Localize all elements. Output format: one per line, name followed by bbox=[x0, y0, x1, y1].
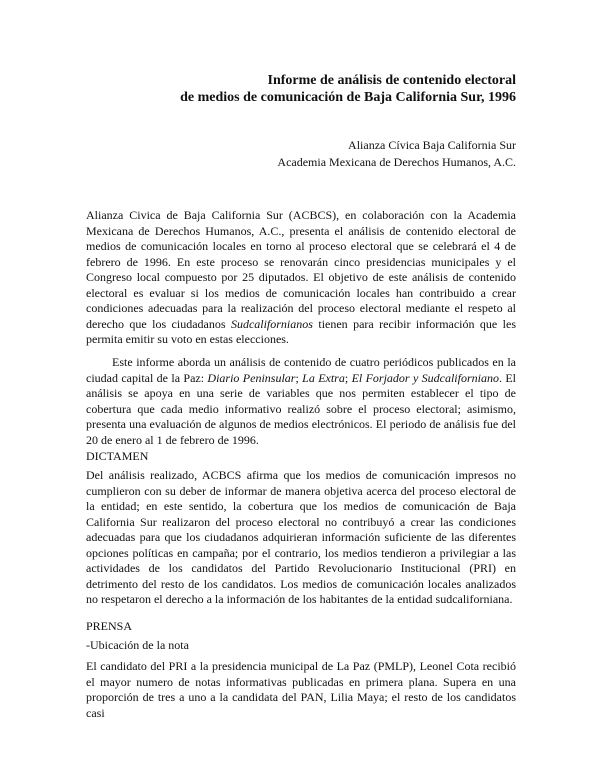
intro-p2-text-b: . El análisis se apoya en una serie de variables que nos permiten establecer el tipo de cobertura que cada medio informativo realizó sobre el proceso electoral; asimismo, presenta una evaluación de algunos de medios electrónicos. El periodo de análisis fue del 20 de enero al 1 de febrero de 1996. bbox=[86, 370, 516, 447]
intro-p1-emphasis: Sudcalifornianos bbox=[230, 316, 313, 331]
newspaper-name-2: La Extra bbox=[302, 370, 345, 385]
intro-p2-sep-1: ; bbox=[295, 370, 303, 385]
intro-p2-sep-2: ; bbox=[344, 370, 352, 385]
intro-p2-text-a: Este informe aborda un análisis de contenido de cuatro periódicos publicados en la ciudad capital de la Paz: bbox=[86, 355, 516, 385]
author-org-1: Alianza Cívica Baja California Sur bbox=[348, 138, 516, 152]
newspaper-name-3: El Forjador y Sudcaliforniano bbox=[351, 370, 499, 385]
intro-paragraph-1 bbox=[86, 208, 516, 348]
dictamen-paragraph: Del análisis realizado, ACBCS afirma que los medios de comunicación impresos no cumplieron con su deber de informar de manera objetiva acerca del proceso electoral de la entidad; en este sentido, la cobertura que los medios de comunicación de Baja California Sur realizaron del proceso electoral no contribuyó a crear las condiciones adecuadas para que los ciudadanos adquirieran información suficiente de las diferentes opciones políticas en campaña; por el contrario, los medios tendieron a privilegiar a las actividades de los candidatos del Partido Revolucionario Institucional (PRI) en detrimento del resto de los candidatos. Los medios de comunicación locales analizados no respetaron el derecho a la información de los habitantes de la entidad sudcaliforniana. bbox=[86, 468, 516, 606]
intro-paragraph-2 bbox=[86, 355, 516, 448]
intro-p1-text-b: tienen para recibir información que les permita emitir su voto en estas elecciones. bbox=[86, 316, 516, 346]
document-title-line-1: Informe de análisis de contenido electoral bbox=[267, 73, 516, 88]
subheading-ubicacion: -Ubicación de la nota bbox=[86, 638, 189, 652]
section-heading-dictamen: DICTAMEN bbox=[86, 449, 149, 463]
section-heading-prensa: PRENSA bbox=[86, 619, 133, 633]
author-org-2: Academia Mexicana de Derechos Humanos, A.C. bbox=[277, 155, 516, 169]
intro-p1-text-a: Alianza Civica de Baja California Sur (ACBCS), en colaboración con la Academia Mexicana de Derechos Humanos, A.C., presenta el análisis de contenido electoral de medios de comunicación locales en torno al proceso electoral que se celebrará el 4 de febrero de 1996. En este proceso se renovarán cinco presidencias municipales y el Congreso local compuesto por 25 diputados. El objetivo de este análisis de contenido electoral es evaluar si los medios de comunicación locales han contribuido a crear condiciones adecuadas para la realización del proceso electoral mediante el respeto al derecho que los ciudadanos bbox=[86, 208, 516, 331]
prensa-paragraph: El candidato del PRI a la presidencia municipal de La Paz (PMLP), Leonel Cota recibió el mayor numero de notas informativas publicadas en primera plana. Supera en una proporción de tres a uno a la candidata del PAN, Lilia Maya; el resto de los candidatos casi bbox=[86, 659, 516, 720]
document-title-line-2: de medios de comunicación de Baja California Sur, 1996 bbox=[180, 90, 516, 105]
newspaper-name-1: Diario Peninsular bbox=[207, 370, 296, 385]
